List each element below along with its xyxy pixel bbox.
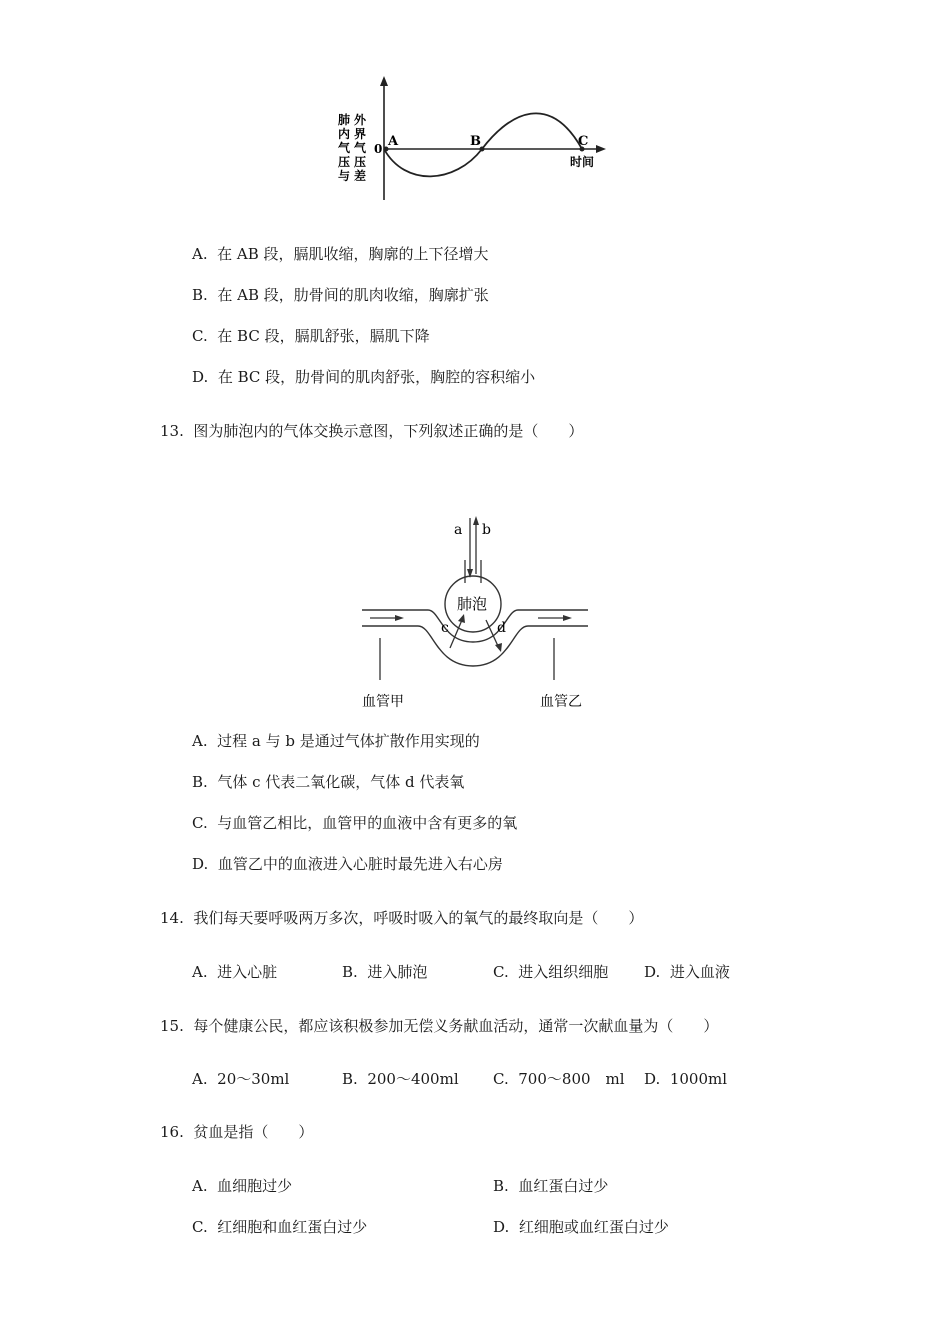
option-letter: B.: [342, 963, 358, 981]
option-text: 进入血液: [669, 963, 730, 981]
q12-option-d: [192, 367, 535, 387]
vessel-right-label: 血管乙: [540, 694, 582, 710]
point-c-label: C: [578, 134, 589, 149]
question-number: 14.: [160, 909, 184, 927]
option-letter: C.: [493, 1070, 509, 1088]
q16-stem: [160, 1122, 313, 1142]
q16-option-d: [493, 1217, 669, 1237]
q14-option-a: [192, 962, 277, 982]
option-text: 1000ml: [669, 1070, 728, 1088]
option-letter: C.: [192, 327, 208, 345]
question-number: 13.: [160, 422, 184, 440]
arrow-b-head: [473, 516, 479, 525]
q13-option-d: [192, 854, 503, 874]
y-label-col1-4: 与: [338, 169, 351, 183]
option-letter: A.: [192, 732, 208, 750]
option-text: 血细胞过少: [217, 1177, 293, 1195]
y-label-col2-1: 界: [354, 127, 367, 141]
option-text: 进入肺泡: [367, 963, 428, 981]
q16-option-c: [192, 1217, 367, 1237]
option-letter: C.: [493, 963, 509, 981]
q16-option-b: [493, 1176, 608, 1196]
q12-option-a: [192, 244, 489, 264]
label-d: d: [497, 620, 506, 636]
y-label-col2-3: 压: [354, 155, 367, 169]
y-label-col2-2: 气: [354, 141, 367, 155]
pressure-curve: [384, 113, 582, 176]
y-label-col2-0: 外: [354, 113, 367, 127]
option-letter: D.: [644, 963, 661, 981]
arrow-d-head: [495, 643, 502, 652]
option-text: 气体 c 代表二氧化碳，气体 d 代表氧: [217, 773, 465, 791]
option-text: 700～800 ml: [518, 1070, 625, 1088]
question-number: 15.: [160, 1017, 184, 1035]
option-text: 在 AB 段，肋骨间的肌肉收缩，胸廓扩张: [217, 286, 489, 304]
q12-option-b: [192, 285, 489, 305]
option-letter: B.: [493, 1177, 509, 1195]
q15-option-a: [192, 1069, 289, 1089]
alveolus-label: 肺泡: [457, 595, 488, 613]
q12-option-c: [192, 326, 430, 346]
question-number: 16.: [160, 1123, 184, 1141]
option-letter: A.: [192, 963, 208, 981]
alveolus-gas-exchange-figure: [358, 508, 598, 718]
q14-stem: [160, 908, 643, 928]
q14-option-c: [493, 962, 608, 982]
q14-option-b: [342, 962, 427, 982]
option-letter: B.: [342, 1070, 358, 1088]
option-text: 过程 a 与 b 是通过气体扩散作用实现的: [217, 732, 480, 750]
q15-option-d: [644, 1069, 727, 1089]
q15-stem: [160, 1016, 718, 1036]
option-letter: A.: [192, 245, 208, 263]
option-letter: D.: [192, 855, 209, 873]
graph-y-arrow: [380, 76, 388, 86]
y-label-col1-2: 气: [338, 141, 351, 155]
q15-option-b: [342, 1069, 459, 1089]
q14-option-d: [644, 962, 730, 982]
y-label-col1-3: 压: [338, 155, 351, 169]
q16-option-a: [192, 1176, 292, 1196]
option-letter: D.: [192, 368, 209, 386]
option-text: 在 AB 段，膈肌收缩，胸廓的上下径增大: [217, 245, 489, 263]
y-label-col2-4: 差: [354, 169, 367, 183]
q13-option-b: [192, 772, 464, 792]
option-letter: D.: [493, 1218, 510, 1236]
option-text: 血红蛋白过少: [518, 1177, 609, 1195]
option-text: 血管乙中的血液进入心脏时最先进入右心房: [217, 855, 503, 873]
label-a: a: [454, 522, 463, 538]
option-letter: B.: [192, 773, 208, 791]
option-letter: B.: [192, 286, 208, 304]
flow-arrow-right-head: [563, 615, 572, 621]
option-text: 20～30ml: [217, 1070, 290, 1088]
pressure-graph-figure: [330, 72, 610, 204]
point-b-label: B: [470, 134, 481, 149]
question-text: 我们每天要呼吸两万多次，呼吸时吸入的氧气的最终取向是（ ）: [193, 909, 644, 927]
question-text: 每个健康公民，都应该积极参加无偿义务献血活动，通常一次献血量为（ ）: [193, 1017, 719, 1035]
arrow-c-head: [458, 614, 465, 623]
option-text: 在 BC 段，肋骨间的肌肉舒张，胸腔的容积缩小: [217, 368, 536, 386]
option-text: 200～400ml: [367, 1070, 459, 1088]
q13-option-a: [192, 731, 480, 751]
option-text: 红细胞和血红蛋白过少: [217, 1218, 368, 1236]
option-text: 进入组织细胞: [518, 963, 609, 981]
option-text: 在 BC 段，膈肌舒张，膈肌下降: [217, 327, 430, 345]
label-b: b: [482, 522, 491, 538]
arrow-c-line: [450, 620, 462, 648]
origin-label: 0: [374, 142, 383, 156]
q13-option-c: [192, 813, 517, 833]
option-text: 红细胞或血红蛋白过少: [518, 1218, 669, 1236]
x-axis-label: 时间: [570, 155, 595, 169]
option-text: 进入心脏: [217, 963, 278, 981]
vessel-left-label: 血管甲: [362, 694, 404, 710]
q13-stem: [160, 421, 583, 441]
flow-arrow-left-head: [395, 615, 404, 621]
option-letter: D.: [644, 1070, 661, 1088]
graph-x-arrow: [596, 145, 606, 153]
y-label-col1-0: 肺: [338, 113, 351, 127]
option-letter: A.: [192, 1070, 208, 1088]
point-a-label: A: [388, 134, 399, 149]
question-text: 贫血是指（ ）: [193, 1123, 314, 1141]
option-letter: C.: [192, 1218, 208, 1236]
option-letter: C.: [192, 814, 208, 832]
y-label-col1-1: 内: [338, 127, 351, 141]
q15-option-c: [493, 1069, 625, 1089]
option-text: 与血管乙相比，血管甲的血液中含有更多的氧: [217, 814, 518, 832]
label-c: c: [441, 620, 449, 636]
question-text: 图为肺泡内的气体交换示意图，下列叙述正确的是（ ）: [193, 422, 584, 440]
option-letter: A.: [192, 1177, 208, 1195]
